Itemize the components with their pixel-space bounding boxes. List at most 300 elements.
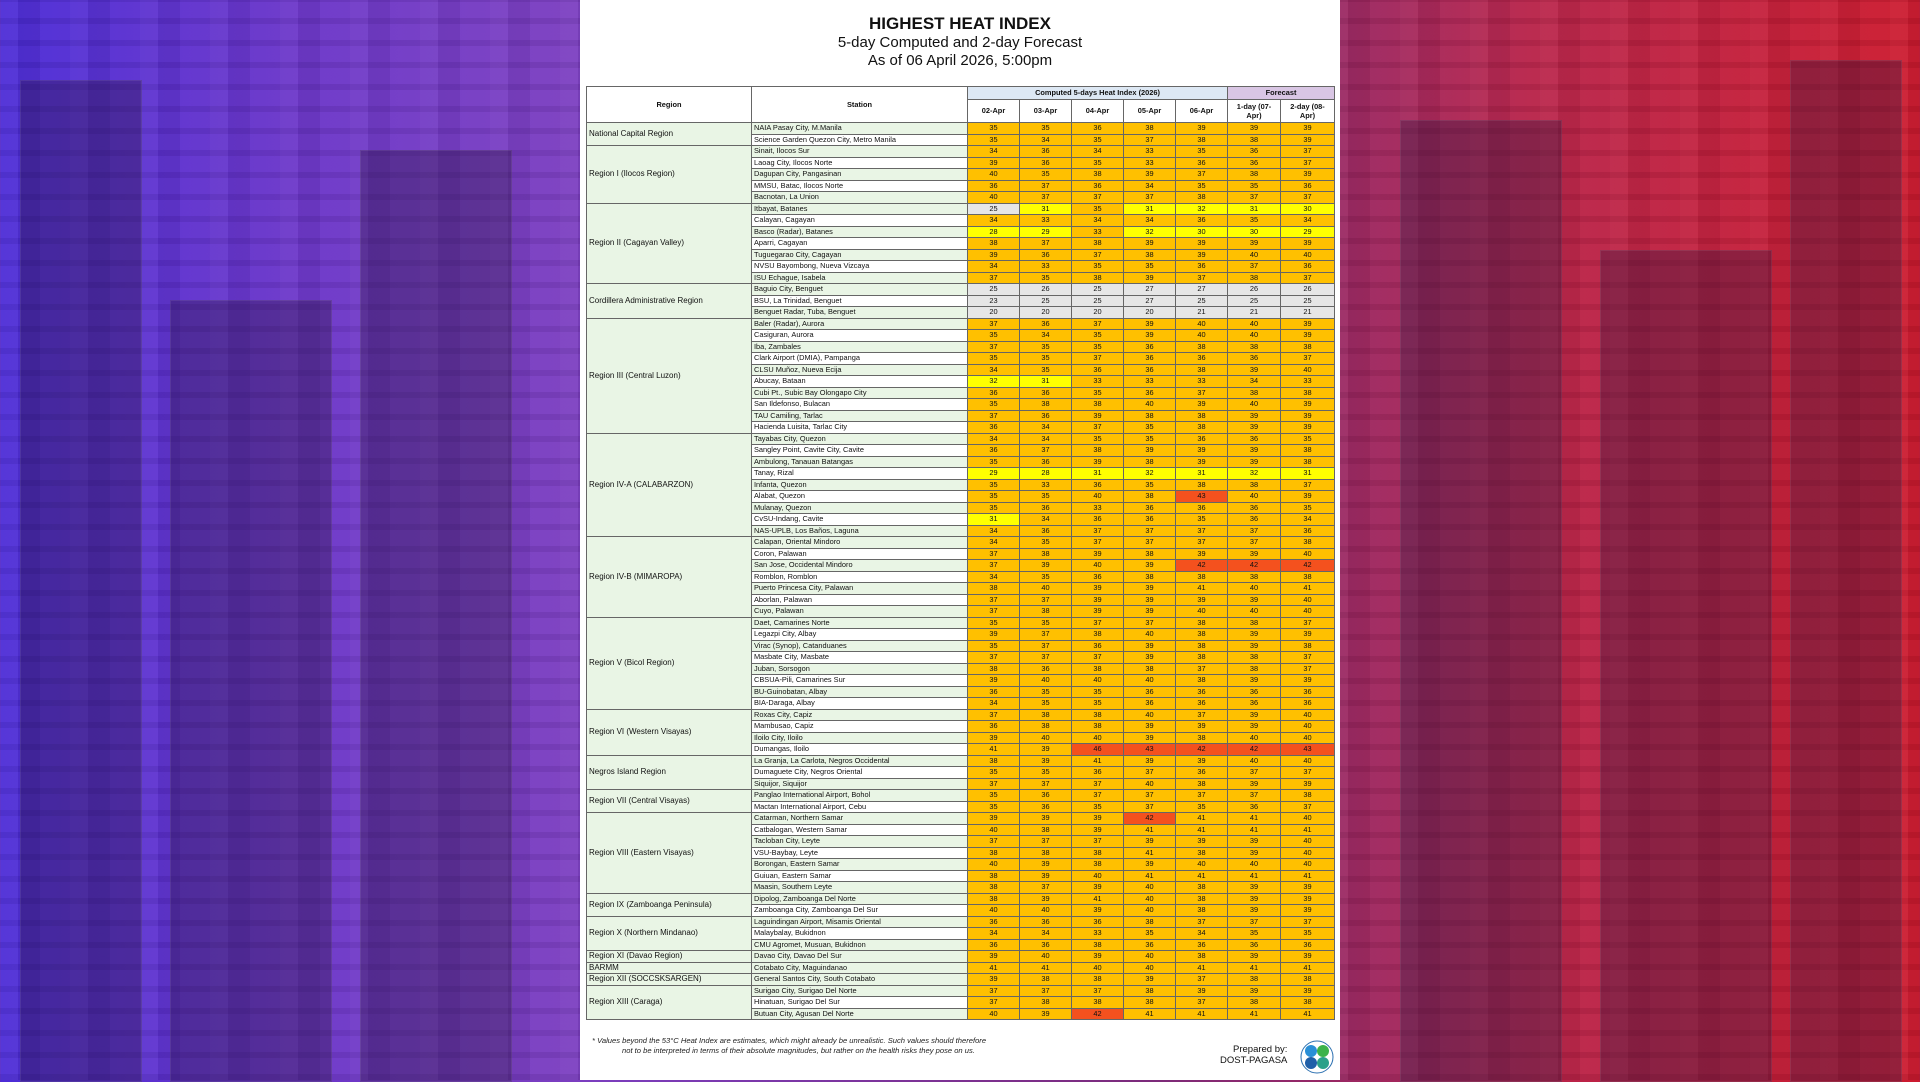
heat-index-cell: 36	[968, 422, 1020, 434]
forecast-cell: 39	[1228, 548, 1281, 560]
station-cell: Iba, Zambales	[752, 341, 968, 353]
forecast-cell: 40	[1228, 859, 1281, 871]
station-cell: Benguet Radar, Tuba, Benguet	[752, 307, 968, 319]
heat-index-cell: 40	[1072, 870, 1124, 882]
pagasa-logo-icon	[1300, 1040, 1334, 1074]
station-cell: ISU Echague, Isabela	[752, 272, 968, 284]
forecast-cell: 42	[1281, 560, 1335, 572]
station-cell: BU-Guinobatan, Albay	[752, 686, 968, 698]
heat-index-cell: 33	[1072, 928, 1124, 940]
forecast-cell: 34	[1281, 215, 1335, 227]
heat-index-cell: 36	[1176, 939, 1228, 951]
forecast-cell: 39	[1228, 721, 1281, 733]
forecast-cell: 37	[1281, 767, 1335, 779]
heat-index-cell: 29	[968, 468, 1020, 480]
forecast-cell: 36	[1281, 686, 1335, 698]
heat-index-cell: 39	[1124, 721, 1176, 733]
forecast-cell: 37	[1228, 916, 1281, 928]
forecast-cell: 38	[1281, 445, 1335, 457]
heat-index-cell: 35	[1020, 571, 1072, 583]
heat-index-cell: 39	[1176, 445, 1228, 457]
heat-index-cell: 46	[1072, 744, 1124, 756]
heat-index-cell: 37	[968, 341, 1020, 353]
heat-index-cell: 33	[1020, 215, 1072, 227]
document-asof: As of 06 April 2026, 5:00pm	[867, 52, 1053, 69]
forecast-cell: 38	[1228, 997, 1281, 1009]
heat-index-cell: 36	[1020, 525, 1072, 537]
heat-index-cell: 37	[968, 997, 1020, 1009]
heat-index-cell: 38	[1176, 675, 1228, 687]
heat-index-cell: 25	[1176, 295, 1228, 307]
heat-index-cell: 39	[1124, 836, 1176, 848]
heat-index-cell: 37	[1072, 985, 1124, 997]
station-cell: Clark Airport (DMIA), Pampanga	[752, 353, 968, 365]
region-cell: Cordillera Administrative Region	[587, 284, 752, 319]
heat-index-cell: 39	[1124, 859, 1176, 871]
heat-index-cell: 35	[968, 134, 1020, 146]
heat-index-cell: 38	[1020, 709, 1072, 721]
heat-index-cell: 39	[1124, 169, 1176, 181]
forecast-cell: 39	[1228, 836, 1281, 848]
heat-index-cell: 39	[1020, 755, 1072, 767]
heat-index-cell: 37	[1072, 353, 1124, 365]
heat-index-cell: 33	[1124, 146, 1176, 158]
heat-index-cell: 40	[1124, 962, 1176, 974]
heat-index-cell: 34	[968, 146, 1020, 158]
heat-index-cell: 37	[1124, 617, 1176, 629]
forecast-cell: 37	[1228, 525, 1281, 537]
heat-index-cell: 37	[1176, 272, 1228, 284]
heat-index-cell: 36	[1176, 433, 1228, 445]
footnote	[592, 1036, 986, 1056]
heat-index-cell: 38	[1176, 617, 1228, 629]
heat-index-cell: 37	[1020, 445, 1072, 457]
heat-index-cell: 39	[1020, 870, 1072, 882]
forecast-cell: 39	[1228, 893, 1281, 905]
heat-index-cell: 39	[1072, 410, 1124, 422]
heat-index-cell: 39	[1124, 445, 1176, 457]
heat-index-cell: 40	[1072, 962, 1124, 974]
heat-index-cell: 39	[1176, 399, 1228, 411]
heat-index-cell: 26	[1020, 284, 1072, 296]
forecast-cell: 39	[1281, 318, 1335, 330]
heat-index-cell: 35	[1020, 353, 1072, 365]
heat-index-cell: 37	[1124, 801, 1176, 813]
heat-index-cell: 38	[968, 882, 1020, 894]
region-cell: Region XII (SOCCSKSARGEN)	[587, 974, 752, 986]
heat-index-cell: 38	[1072, 629, 1124, 641]
station-cell: Mulanay, Quezon	[752, 502, 968, 514]
forecast-cell: 40	[1281, 548, 1335, 560]
forecast-cell: 40	[1281, 594, 1335, 606]
heat-index-cell: 36	[968, 445, 1020, 457]
station-cell: BSU, La Trinidad, Benguet	[752, 295, 968, 307]
station-cell: Cotabato City, Maguindanao	[752, 962, 968, 974]
heat-index-cell: 36	[968, 721, 1020, 733]
heat-index-cell: 42	[1124, 813, 1176, 825]
heat-index-cell: 38	[1124, 571, 1176, 583]
station-cell: Puerto Princesa City, Palawan	[752, 583, 968, 595]
heat-index-cell: 40	[1124, 675, 1176, 687]
station-cell: CvSU-Indang, Cavite	[752, 514, 968, 526]
heat-index-cell: 39	[968, 951, 1020, 963]
heat-index-cell: 35	[1124, 433, 1176, 445]
forecast-cell: 40	[1228, 732, 1281, 744]
heat-index-cell: 36	[1020, 387, 1072, 399]
heat-index-cell: 37	[1072, 537, 1124, 549]
heat-index-cell: 36	[1176, 157, 1228, 169]
heat-index-cell: 36	[1124, 341, 1176, 353]
heat-index-cell: 38	[1072, 859, 1124, 871]
heat-index-cell: 35	[968, 123, 1020, 135]
forecast-cell: 39	[1281, 123, 1335, 135]
heat-index-cell: 38	[1176, 640, 1228, 652]
forecast-cell: 34	[1228, 376, 1281, 388]
heat-index-cell: 39	[1124, 640, 1176, 652]
table-row	[587, 755, 1335, 767]
station-cell: Bacnotan, La Union	[752, 192, 968, 204]
heat-index-cell: 39	[1072, 583, 1124, 595]
forecast-cell: 37	[1281, 479, 1335, 491]
heat-index-cell: 36	[968, 916, 1020, 928]
heat-index-cell: 38	[1176, 732, 1228, 744]
date-header: 02-Apr	[968, 100, 1020, 123]
heat-index-table	[586, 86, 1335, 1020]
forecast-cell: 41	[1281, 1008, 1335, 1020]
forecast-cell: 40	[1281, 709, 1335, 721]
forecast-cell: 40	[1281, 606, 1335, 618]
heat-index-cell: 39	[1020, 859, 1072, 871]
forecast-cell: 36	[1228, 353, 1281, 365]
heat-index-cell: 39	[1124, 732, 1176, 744]
heat-index-cell: 35	[1020, 169, 1072, 181]
heat-index-cell: 38	[1124, 249, 1176, 261]
region-cell: Region VI (Western Visayas)	[587, 709, 752, 755]
forecast-cell: 33	[1281, 376, 1335, 388]
heat-index-cell: 38	[968, 583, 1020, 595]
date-header: 05-Apr	[1124, 100, 1176, 123]
heat-index-cell: 38	[1176, 882, 1228, 894]
heat-index-cell: 40	[1020, 951, 1072, 963]
forecast-cell: 38	[1228, 479, 1281, 491]
station-cell: Malaybalay, Bukidnon	[752, 928, 968, 940]
heat-index-cell: 38	[1020, 399, 1072, 411]
heat-index-cell: 38	[1072, 939, 1124, 951]
forecast-cell: 40	[1281, 836, 1335, 848]
heat-index-cell: 34	[968, 215, 1020, 227]
heat-index-cell: 40	[1124, 778, 1176, 790]
heat-index-cell: 38	[968, 238, 1020, 250]
forecast-cell: 39	[1228, 709, 1281, 721]
station-cell: Basco (Radar), Batanes	[752, 226, 968, 238]
heat-index-cell: 33	[1020, 479, 1072, 491]
heat-index-cell: 35	[1020, 767, 1072, 779]
station-cell: Science Garden Quezon City, Metro Manila	[752, 134, 968, 146]
heat-index-cell: 38	[968, 893, 1020, 905]
forecast-cell: 40	[1228, 755, 1281, 767]
heat-index-cell: 37	[1020, 652, 1072, 664]
station-cell: NAIA Pasay City, M.Manila	[752, 123, 968, 135]
forecast-cell: 41	[1281, 824, 1335, 836]
heat-index-cell: 37	[1072, 318, 1124, 330]
forecast-cell: 39	[1281, 905, 1335, 917]
heat-index-cell: 38	[1020, 847, 1072, 859]
station-cell: Butuan City, Agusan Del Norte	[752, 1008, 968, 1020]
station-cell: Mactan International Airport, Cebu	[752, 801, 968, 813]
heat-index-cell: 36	[1020, 249, 1072, 261]
heat-index-cell: 36	[968, 686, 1020, 698]
station-cell: Coron, Palawan	[752, 548, 968, 560]
station-cell: Dipolog, Zamboanga Del Norte	[752, 893, 968, 905]
heat-index-cell: 35	[1072, 387, 1124, 399]
forecast-1day-label: 1-day (07-Apr)	[1236, 102, 1272, 120]
heat-index-cell: 34	[968, 261, 1020, 273]
forecast-cell: 40	[1281, 721, 1335, 733]
heat-index-cell: 39	[968, 675, 1020, 687]
heat-index-cell: 40	[1020, 675, 1072, 687]
heat-index-cell: 39	[1072, 594, 1124, 606]
forecast-cell: 31	[1228, 203, 1281, 215]
heat-index-cell: 42	[1072, 1008, 1124, 1020]
forecast-cell: 36	[1228, 939, 1281, 951]
heat-index-cell: 36	[1176, 261, 1228, 273]
heat-index-cell: 39	[1124, 594, 1176, 606]
heat-index-cell: 38	[1176, 134, 1228, 146]
heat-index-cell: 39	[1072, 824, 1124, 836]
heat-index-cell: 40	[1020, 732, 1072, 744]
heat-index-cell: 39	[1124, 330, 1176, 342]
forecast-cell: 36	[1228, 686, 1281, 698]
heat-index-cell: 31	[1176, 468, 1228, 480]
heat-index-cell: 38	[1124, 663, 1176, 675]
forecast-cell: 32	[1228, 468, 1281, 480]
heat-index-cell: 35	[1176, 801, 1228, 813]
heat-index-cell: 36	[1020, 410, 1072, 422]
heat-index-cell: 33	[1176, 376, 1228, 388]
forecast-cell: 41	[1228, 813, 1281, 825]
forecast-cell: 39	[1281, 399, 1335, 411]
heat-index-cell: 35	[1020, 617, 1072, 629]
heat-index-cell: 38	[1176, 341, 1228, 353]
forecast-cell: 39	[1228, 882, 1281, 894]
background-building	[360, 150, 512, 1082]
heat-index-cell: 38	[1176, 629, 1228, 641]
table-row	[587, 893, 1335, 905]
region-cell: Region XIII (Caraga)	[587, 985, 752, 1020]
heat-index-cell: 37	[1020, 836, 1072, 848]
heat-index-cell: 38	[1072, 997, 1124, 1009]
forecast-cell: 39	[1228, 445, 1281, 457]
forecast-cell: 39	[1228, 410, 1281, 422]
forecast-cell: 41	[1228, 1008, 1281, 1020]
forecast-cell: 42	[1228, 744, 1281, 756]
station-cell: Cuyo, Palawan	[752, 606, 968, 618]
heat-index-cell: 35	[1072, 433, 1124, 445]
station-cell: Abucay, Bataan	[752, 376, 968, 388]
heat-index-cell: 35	[1124, 928, 1176, 940]
heat-index-cell: 37	[968, 606, 1020, 618]
heat-index-cell: 36	[1072, 180, 1124, 192]
heat-index-cell: 40	[968, 905, 1020, 917]
forecast-cell: 37	[1228, 261, 1281, 273]
station-cell: Tayabas City, Quezon	[752, 433, 968, 445]
heat-index-cell: 35	[1072, 330, 1124, 342]
heat-index-cell: 38	[1124, 410, 1176, 422]
forecast-cell: 40	[1228, 583, 1281, 595]
heat-index-cell: 43	[1124, 744, 1176, 756]
heat-index-cell: 37	[1072, 249, 1124, 261]
forecast-cell: 36	[1281, 180, 1335, 192]
heat-index-cell: 39	[1020, 1008, 1072, 1020]
forecast-cell: 40	[1228, 491, 1281, 503]
heat-index-cell: 36	[1124, 364, 1176, 376]
forecast-cell: 36	[1228, 146, 1281, 158]
heat-index-cell: 41	[1124, 824, 1176, 836]
background-building	[1600, 250, 1772, 1082]
heat-index-cell: 35	[968, 801, 1020, 813]
station-cell: Virac (Synop), Catanduanes	[752, 640, 968, 652]
forecast-2day-header	[1281, 100, 1335, 123]
heat-index-cell: 35	[1020, 537, 1072, 549]
station-cell: Calapan, Oriental Mindoro	[752, 537, 968, 549]
forecast-cell: 40	[1281, 859, 1335, 871]
heat-index-cell: 33	[1072, 376, 1124, 388]
forecast-cell: 39	[1228, 364, 1281, 376]
station-cell: Daet, Camarines Norte	[752, 617, 968, 629]
heat-index-cell: 39	[1072, 882, 1124, 894]
heat-index-cell: 36	[1072, 514, 1124, 526]
region-cell: Region II (Cagayan Valley)	[587, 203, 752, 284]
heat-index-cell: 27	[1176, 284, 1228, 296]
heat-index-cell: 32	[1124, 468, 1176, 480]
heat-index-cell: 37	[1072, 778, 1124, 790]
document-subtitle: 5-day Computed and 2-day Forecast	[837, 34, 1083, 51]
prepared-by-label: Prepared by:	[1233, 1044, 1288, 1055]
heat-index-cell: 36	[1020, 318, 1072, 330]
forecast-cell: 36	[1228, 157, 1281, 169]
region-cell: Region V (Bicol Region)	[587, 617, 752, 709]
forecast-cell: 36	[1281, 698, 1335, 710]
forecast-cell: 39	[1281, 134, 1335, 146]
heat-index-cell: 38	[1072, 445, 1124, 457]
heat-index-cell: 40	[1176, 606, 1228, 618]
heat-index-cell: 35	[968, 767, 1020, 779]
region-column-header: Region	[587, 87, 752, 123]
station-cell: Zamboanga City, Zamboanga Del Sur	[752, 905, 968, 917]
heat-index-cell: 36	[1072, 640, 1124, 652]
heat-index-cell: 39	[1020, 813, 1072, 825]
table-row	[587, 537, 1335, 549]
footnote-line-2: not to be interpreted in terms of their absolute magnitudes, but rather on the health risks they pose on us.	[622, 1046, 975, 1055]
heat-index-cell: 35	[968, 456, 1020, 468]
heat-index-cell: 36	[1124, 502, 1176, 514]
heat-index-cell: 27	[1124, 284, 1176, 296]
heat-index-cell: 40	[1176, 330, 1228, 342]
station-cell: Cubi Pt., Subic Bay Olongapo City	[752, 387, 968, 399]
heat-index-cell: 37	[968, 560, 1020, 572]
heat-index-cell: 39	[1124, 755, 1176, 767]
heat-index-cell: 36	[1020, 157, 1072, 169]
forecast-cell: 39	[1281, 893, 1335, 905]
heat-index-cell: 35	[968, 399, 1020, 411]
heat-index-cell: 41	[1124, 1008, 1176, 1020]
forecast-cell: 38	[1228, 974, 1281, 986]
heat-index-cell: 38	[1176, 479, 1228, 491]
heat-index-cell: 34	[1020, 514, 1072, 526]
region-cell: Region IV-B (MIMAROPA)	[587, 537, 752, 618]
heat-index-cell: 40	[1124, 399, 1176, 411]
forecast-cell: 40	[1281, 847, 1335, 859]
heat-index-cell: 37	[1124, 790, 1176, 802]
forecast-cell: 35	[1228, 180, 1281, 192]
heat-index-cell: 40	[1072, 491, 1124, 503]
heat-index-cell: 37	[1176, 790, 1228, 802]
heat-index-cell: 28	[968, 226, 1020, 238]
forecast-cell: 37	[1228, 767, 1281, 779]
station-cell: Maasin, Southern Leyte	[752, 882, 968, 894]
heat-index-cell: 40	[968, 824, 1020, 836]
heat-index-cell: 36	[1072, 364, 1124, 376]
background-building	[1400, 120, 1562, 1082]
heat-index-cell: 38	[1176, 364, 1228, 376]
heat-index-cell: 32	[1124, 226, 1176, 238]
heat-index-cell: 36	[1176, 502, 1228, 514]
heat-index-cell: 42	[1176, 560, 1228, 572]
heat-index-cell: 38	[1072, 721, 1124, 733]
forecast-cell: 41	[1228, 962, 1281, 974]
forecast-cell: 39	[1228, 594, 1281, 606]
heat-index-cell: 35	[968, 790, 1020, 802]
heat-index-cell: 39	[1124, 318, 1176, 330]
forecast-cell: 40	[1281, 732, 1335, 744]
heat-index-cell: 37	[1072, 617, 1124, 629]
heat-index-cell: 37	[968, 410, 1020, 422]
station-cell: Alabat, Quezon	[752, 491, 968, 503]
heat-index-cell: 41	[1124, 870, 1176, 882]
station-cell: Hinatuan, Surigao Del Sur	[752, 997, 968, 1009]
heat-index-cell: 40	[1020, 583, 1072, 595]
heat-index-cell: 40	[1124, 951, 1176, 963]
forecast-cell: 26	[1228, 284, 1281, 296]
region-cell: Region VII (Central Visayas)	[587, 790, 752, 813]
heat-index-cell: 35	[1072, 157, 1124, 169]
station-cell: Itbayat, Batanes	[752, 203, 968, 215]
heat-index-cell: 38	[1124, 916, 1176, 928]
heat-index-cell: 34	[968, 571, 1020, 583]
station-cell: Sinait, Ilocos Sur	[752, 146, 968, 158]
heat-index-cell: 37	[1020, 882, 1072, 894]
heat-index-cell: 27	[1124, 295, 1176, 307]
heat-index-cell: 21	[1176, 307, 1228, 319]
forecast-cell: 38	[1281, 537, 1335, 549]
heat-index-cell: 37	[1124, 192, 1176, 204]
forecast-cell: 38	[1228, 169, 1281, 181]
station-cell: Baler (Radar), Aurora	[752, 318, 968, 330]
forecast-cell: 41	[1281, 870, 1335, 882]
forecast-cell: 38	[1281, 997, 1335, 1009]
heat-index-cell: 37	[1020, 778, 1072, 790]
forecast-cell: 39	[1281, 491, 1335, 503]
station-cell: Guiuan, Eastern Samar	[752, 870, 968, 882]
heat-index-cell: 35	[1020, 272, 1072, 284]
heat-index-cell: 35	[1176, 514, 1228, 526]
heat-index-cell: 38	[1176, 571, 1228, 583]
station-cell: Romblon, Romblon	[752, 571, 968, 583]
station-cell: Catarman, Northern Samar	[752, 813, 968, 825]
heat-index-cell: 41	[1176, 583, 1228, 595]
heat-index-cell: 39	[1176, 594, 1228, 606]
heat-index-cell: 34	[1020, 134, 1072, 146]
